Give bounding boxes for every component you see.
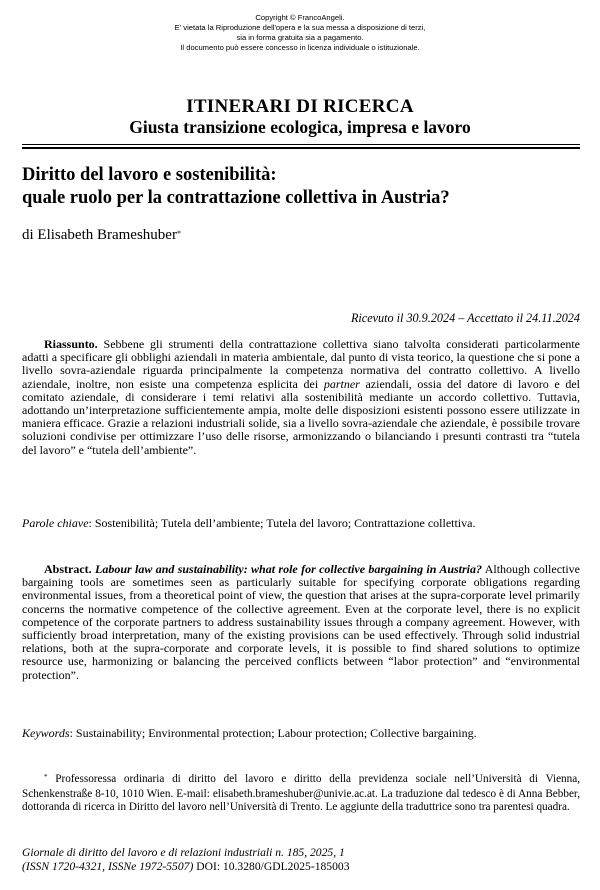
header-rule-thick: [22, 147, 580, 149]
riassunto-paragraph: [22, 338, 580, 457]
article-title: [22, 164, 582, 210]
keywords-text: : Sustainability; Environmental protection; Labour protection; Collective bargaining.: [69, 726, 477, 740]
copyright-line: E' vietata la Riproduzione dell'opera e la sua messa a disposizione di terzi,: [174, 23, 426, 32]
footnote-text: Professoressa ordinaria di diritto del lavoro e diritto della previdenza sociale nell’Università di Vienna, Schenkenstraße 8-10, 1010 Wien. E-mail: elisabeth.brameshuber@univie.ac.at. La traduzione dal tedesco è di Anna Bebber, dottoranda di ricerca in Diritto del lavoro nell’Università di Trento. Le aggiunte della traduttrice sono tra parentesi quadra.: [22, 773, 580, 814]
journal-issn: (ISSN 1720-4321, ISSNe 1972-5507): [22, 860, 194, 873]
riassunto-text: aziendali, ossia del datore di lavoro e del comitato aziendale, di considerare i temi relativi alla sostenibilità mediante un accordo collettivo. Tuttavia, adottando un’interpretazione sufficientemente ampia, molte delle disposizioni esistenti possono essere utilizzate in maniera efficace. Grazie a relazioni industriali solide, sia a livello sovra-aziendale che aziendale, è possibile trovare soluzioni condivise per ottimizzare l’uso delle risorse, armonizzando o bilanciando i presunti contrasti tra “tutela del lavoro” e “tutela dell’ambiente”.: [22, 376, 580, 457]
article-title-line: Diritto del lavoro e sostenibilità:: [22, 165, 277, 185]
series-subtitle: Giusta transizione ecologica, impresa e lavoro: [129, 117, 471, 137]
author-footnote: [22, 773, 580, 815]
author-byline: [22, 226, 181, 246]
author-footnote-mark: *: [176, 229, 181, 238]
riassunto-italic-term: partner: [323, 376, 360, 391]
journal-line: [22, 860, 582, 874]
journal-citation: [22, 846, 582, 874]
parole-chiave-text: : Sostenibilità; Tutela dell’ambiente; Tutela del lavoro; Contrattazione collettiva.: [88, 516, 476, 530]
parole-chiave: [22, 516, 580, 530]
header-rule-thin: [22, 144, 580, 145]
footnote-mark: *: [44, 773, 48, 781]
abstract-label: Abstract.: [44, 562, 92, 576]
series-title: ITINERARI DI RICERCA: [186, 96, 414, 117]
parole-chiave-label: Parole chiave: [22, 516, 89, 530]
received-accepted-dates: Ricevuto il 30.9.2024 – Accettato il 24.11.2024: [350, 311, 580, 325]
riassunto-label: Riassunto.: [44, 337, 98, 351]
keywords: [22, 726, 580, 740]
abstract-paragraph: [22, 563, 580, 682]
copyright-line: Copyright © FrancoAngeli.: [255, 13, 345, 22]
abstract-title: Labour law and sustainability: what role for collective bargaining in Austria?: [91, 562, 483, 576]
riassunto-text: Sebbene gli strumenti della contrattazione collettiva siano talvolta considerati particolarmente adatti a specificare gli obblighi aziendali in materia ambientale, dal punto di vista teorico, la questione che si pone a livello sovra-aziendale riguarda principalmente la competenza normativa del contratto collettivo. A livello aziendale, inoltre, non esiste una competenza esplicita dei: [22, 337, 580, 391]
journal-doi: DOI: 10.3280/GDL2025-185003: [193, 860, 350, 873]
abstract-text: Although collective bargaining tools are sometimes seen as particularly suitable for specifying corporate obligations regarding environmental issues, from a theoretical point of view, the question that arises at the supra-corporate level primarily concerns the normative competence of the collective agreement. Even at the corporate level, there is no explicit competence of the corporate partners to address sustainability issues through a company agreement. However, with sufficiently broad interpretation, many of the existing provisions can be used effectively. Through solid industrial relations, both at the supra-corporate and corporate levels, it is possible to find shared solutions to optimize resource use, harmonizing or balancing the perceived conflicts between “labor protection” and “environmental protection”.: [22, 562, 581, 682]
series-header: [20, 96, 580, 138]
journal-line: [22, 846, 582, 860]
copyright-line: sia in forma gratuita sia a pagamento.: [236, 33, 364, 42]
article-title-line: quale ruolo per la contrattazione collettiva in Austria?: [22, 188, 450, 208]
author-name: di Elisabeth Brameshuber: [22, 227, 177, 243]
journal-name: Giornale di diritto del lavoro e di relazioni industriali n. 185, 2025, 1: [22, 846, 345, 859]
keywords-label: Keywords: [22, 726, 70, 740]
copyright-notice: [20, 13, 580, 53]
copyright-line: Il documento può essere concesso in licenza individuale o istituzionale.: [180, 43, 420, 52]
